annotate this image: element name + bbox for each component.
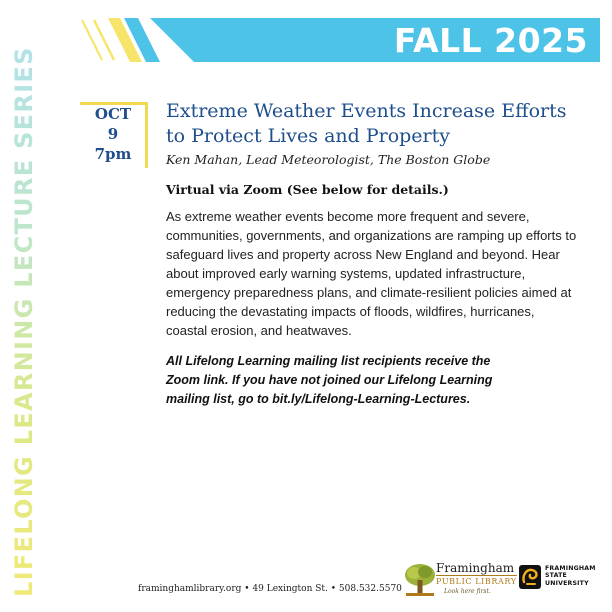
stripe-group: [82, 18, 160, 62]
event-description: As extreme weather events become more frequent and severe, communities, governments, and organizations are ramping up efforts to safeguard lives and property across New England and beyond. Hear about improved early warning systems, updated infrastructure, emergency preparedness plans, and climate-resilient policies aimed at reducing the devastating impacts of floods, wildfires, hurricanes, coastal erosion, and heatwaves.: [166, 209, 577, 338]
footer-contact: framinghamlibrary.org • 49 Lexington St. • 508.532.5570: [138, 584, 402, 594]
event-venue: Virtual via Zoom (See below for details.): [166, 182, 449, 197]
header-stripes: [80, 18, 160, 62]
stripe-1: [82, 20, 102, 60]
tree-icon: [404, 562, 436, 598]
library-tagline: Look here first.: [444, 588, 491, 595]
fsu-wordmark: [545, 565, 596, 587]
event-month: OCT: [94, 105, 132, 123]
mailing-list-note: All Lifelong Learning mailing list recipients receive the Zoom link. If you have not joined our Lifelong Learning mailing list, go to bit.ly/Lifelong-Learning-Lectures.: [166, 354, 493, 406]
event-title: Extreme Weather Events Increase Efforts to Protect Lives and Property: [166, 100, 567, 147]
library-name: Framingham: [436, 561, 515, 575]
fsu-logo: [518, 562, 600, 594]
library-subtitle: PUBLIC LIBRARY: [436, 577, 517, 586]
event-day: 9: [107, 125, 119, 143]
fsu-line-2: STATE: [545, 572, 567, 580]
event-content: [166, 99, 578, 409]
fsu-line-1: FRAMINGHAM: [545, 565, 596, 572]
series-title: LIFELONG LEARNING LECTURE SERIES: [9, 12, 39, 597]
season-label: FALL 2025: [393, 21, 588, 60]
fsu-line-3: UNIVERSITY: [545, 579, 589, 587]
library-logo: [404, 561, 517, 598]
stripe-2: [94, 20, 114, 60]
event-time: 7pm: [94, 145, 132, 163]
fsu-ram-icon: [518, 564, 542, 590]
event-speaker: Ken Mahan, Lead Meteorologist, The Boston Globe: [166, 152, 491, 167]
